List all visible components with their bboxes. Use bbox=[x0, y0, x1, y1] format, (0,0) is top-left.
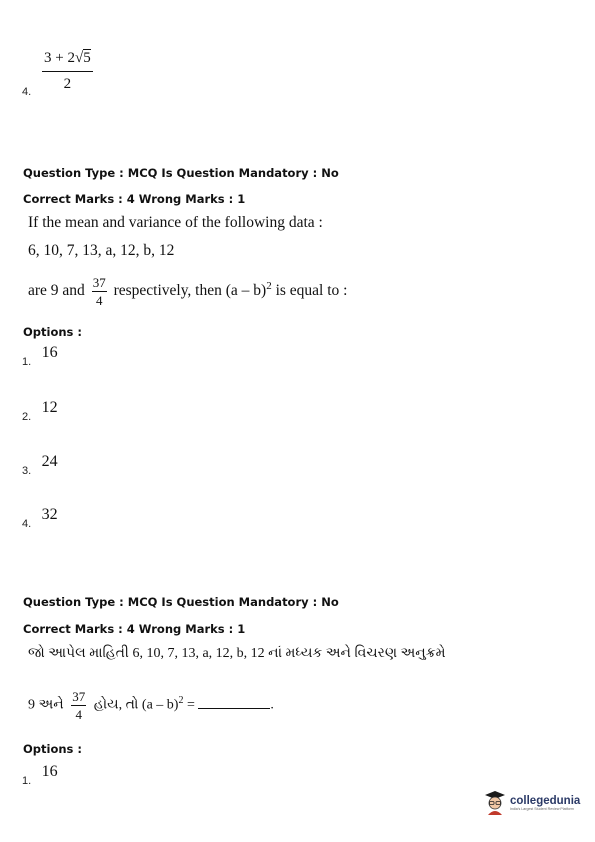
option-number: 3. bbox=[22, 465, 32, 477]
fraction-37-over-4 bbox=[71, 690, 86, 721]
option-value: 12 bbox=[41, 399, 58, 416]
radicand: 5 bbox=[83, 50, 91, 66]
option-item[interactable] bbox=[22, 344, 58, 368]
logo-tagline: India's Largest Student Review Platform bbox=[510, 807, 574, 812]
stem-text-post: respectively, then (a – b) bbox=[113, 282, 267, 300]
options-label: Options : bbox=[23, 742, 82, 756]
option-number: 2. bbox=[22, 411, 32, 423]
stem-text-end: . bbox=[270, 697, 274, 713]
equals-sign: = bbox=[183, 697, 199, 713]
fraction-denominator: 2 bbox=[63, 76, 72, 92]
question-stem-line2: 6, 10, 7, 13, a, 12, b, 12 bbox=[28, 242, 175, 259]
stem-text-pre: are 9 and bbox=[28, 282, 85, 300]
question-meta-marks: Correct Marks : 4 Wrong Marks : 1 bbox=[23, 622, 246, 636]
logo-brand: collegedunia bbox=[510, 794, 581, 807]
exponent: 2 bbox=[266, 279, 272, 292]
option-item[interactable] bbox=[22, 399, 58, 423]
option-item[interactable] bbox=[22, 763, 58, 787]
stem-text-post: હોય, તો (a – b) bbox=[93, 697, 179, 713]
option-number: 4. bbox=[22, 86, 32, 98]
stem-text-end: is equal to : bbox=[271, 282, 348, 300]
question-stem-line3 bbox=[28, 276, 347, 307]
collegedunia-logo bbox=[484, 790, 580, 816]
option-number: 4. bbox=[22, 518, 32, 530]
fraction-denominator: 4 bbox=[75, 707, 82, 722]
question-stem-line1: જો આપેલ માહિતી 6, 10, 7, 13, a, 12, b, 12 નાં મધ્યક અને વિચરણ અનુક્રમે bbox=[28, 646, 446, 661]
fraction-numerator: 37 bbox=[72, 689, 86, 704]
option-item[interactable] bbox=[22, 453, 58, 477]
fraction-37-over-4 bbox=[92, 276, 107, 307]
answer-blank bbox=[198, 707, 270, 709]
question-meta-marks: Correct Marks : 4 Wrong Marks : 1 bbox=[23, 192, 246, 206]
option-item[interactable] bbox=[22, 506, 58, 530]
fraction-numerator: 37 bbox=[92, 275, 106, 290]
question-stem-line2 bbox=[28, 690, 274, 721]
option-value: 16 bbox=[41, 763, 58, 780]
numerator-text: 3 + 2 bbox=[44, 50, 75, 66]
question-stem-line1: If the mean and variance of the following data : bbox=[28, 214, 323, 231]
option-value: 16 bbox=[41, 344, 58, 361]
option-value: 32 bbox=[41, 506, 58, 523]
option-number: 1. bbox=[22, 775, 32, 787]
stem-text-pre: 9 અને bbox=[28, 697, 64, 713]
logo-text bbox=[510, 795, 580, 812]
option-number: 1. bbox=[22, 356, 32, 368]
graduate-mascot-icon bbox=[484, 790, 506, 816]
option-value: 24 bbox=[41, 453, 58, 470]
question-meta-type: Question Type : MCQ Is Question Mandatory : No bbox=[23, 166, 339, 180]
fraction-denominator: 4 bbox=[95, 293, 103, 308]
question-meta-type: Question Type : MCQ Is Question Mandatory : No bbox=[23, 595, 339, 609]
exponent: 2 bbox=[178, 695, 184, 707]
fraction-numerator bbox=[42, 50, 93, 72]
options-label: Options : bbox=[23, 325, 82, 339]
prev-option-4 bbox=[22, 50, 142, 100]
sqrt-icon: √ bbox=[74, 50, 84, 66]
option-fraction bbox=[42, 50, 93, 93]
